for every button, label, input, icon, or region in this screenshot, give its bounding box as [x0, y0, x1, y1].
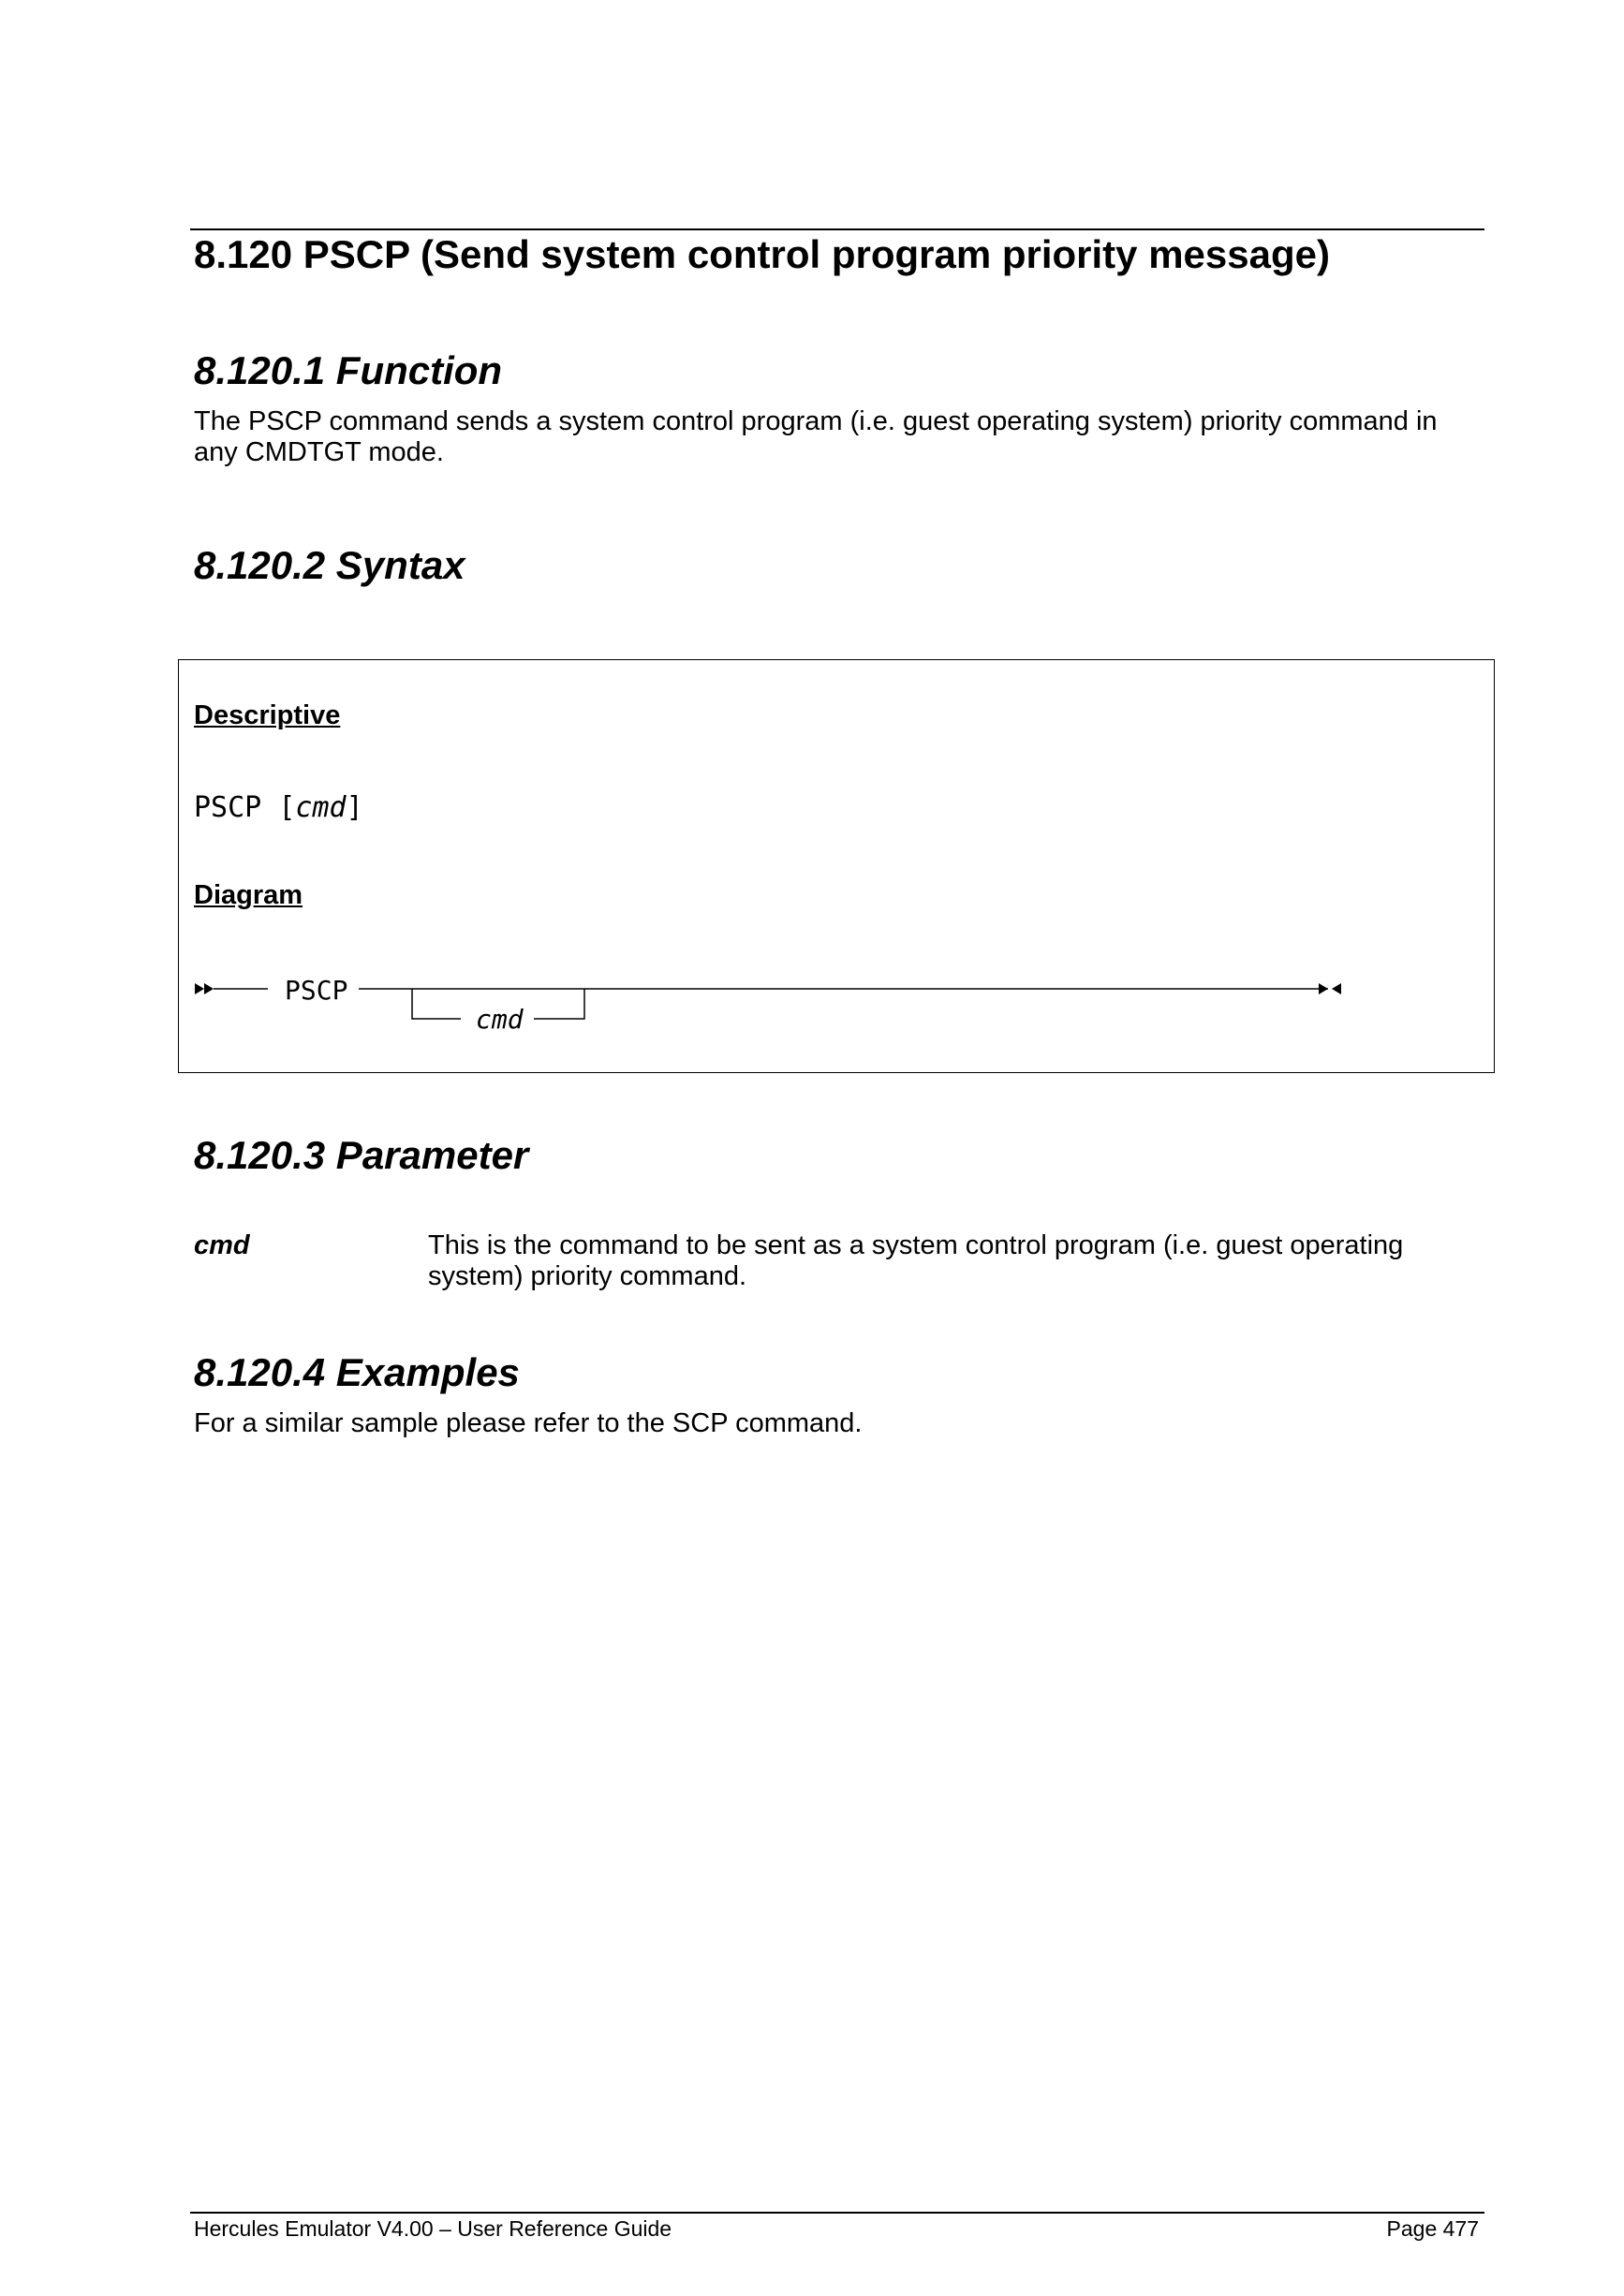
- function-heading: 8.120.1 Function: [194, 348, 503, 392]
- function-text: The PSCP command sends a system control program (i.e. guest operating system) priority command in any CMDTGT mode.: [194, 406, 1438, 467]
- examples-heading: 8.120.4 Examples: [194, 1350, 520, 1394]
- syntax-diagram: [187, 964, 1405, 1058]
- end-arrow-1: [1319, 983, 1328, 994]
- diagram-label: Diagram: [194, 880, 303, 910]
- examples-text: For a similar sample please refer to the SCP command.: [194, 1408, 863, 1438]
- descriptive-command: PSCP: [194, 791, 262, 824]
- descriptive-open-bracket: [: [278, 791, 296, 824]
- parameter-description: This is the command to be sent as a system control program (i.e. guest operating system) priority command.: [428, 1230, 1404, 1291]
- diagram-keyword: PSCP: [285, 975, 348, 1006]
- section-title: 8.120 PSCP (Send system control program priority message): [194, 232, 1330, 276]
- syntax-heading: 8.120.2 Syntax: [194, 543, 465, 587]
- end-arrow-2: [1332, 983, 1341, 994]
- branch-left: [412, 989, 461, 1019]
- footer-rule: [190, 2212, 1484, 2214]
- header-rule: [190, 228, 1484, 230]
- start-arrow-1: [195, 983, 204, 994]
- descriptive-close-bracket: ]: [346, 791, 363, 824]
- branch-right: [534, 989, 584, 1019]
- start-arrow-2: [204, 983, 214, 994]
- footer-title: Hercules Emulator V4.00 – User Reference Guide: [194, 2216, 672, 2241]
- parameter-heading: 8.120.3 Parameter: [194, 1133, 529, 1177]
- diagram-param: cmd: [476, 1004, 524, 1035]
- page-number: Page 477: [1386, 2216, 1479, 2241]
- descriptive-syntax: [194, 791, 363, 824]
- descriptive-param: cmd: [295, 791, 347, 824]
- parameter-name: cmd: [194, 1230, 250, 1260]
- descriptive-label: Descriptive: [194, 700, 341, 730]
